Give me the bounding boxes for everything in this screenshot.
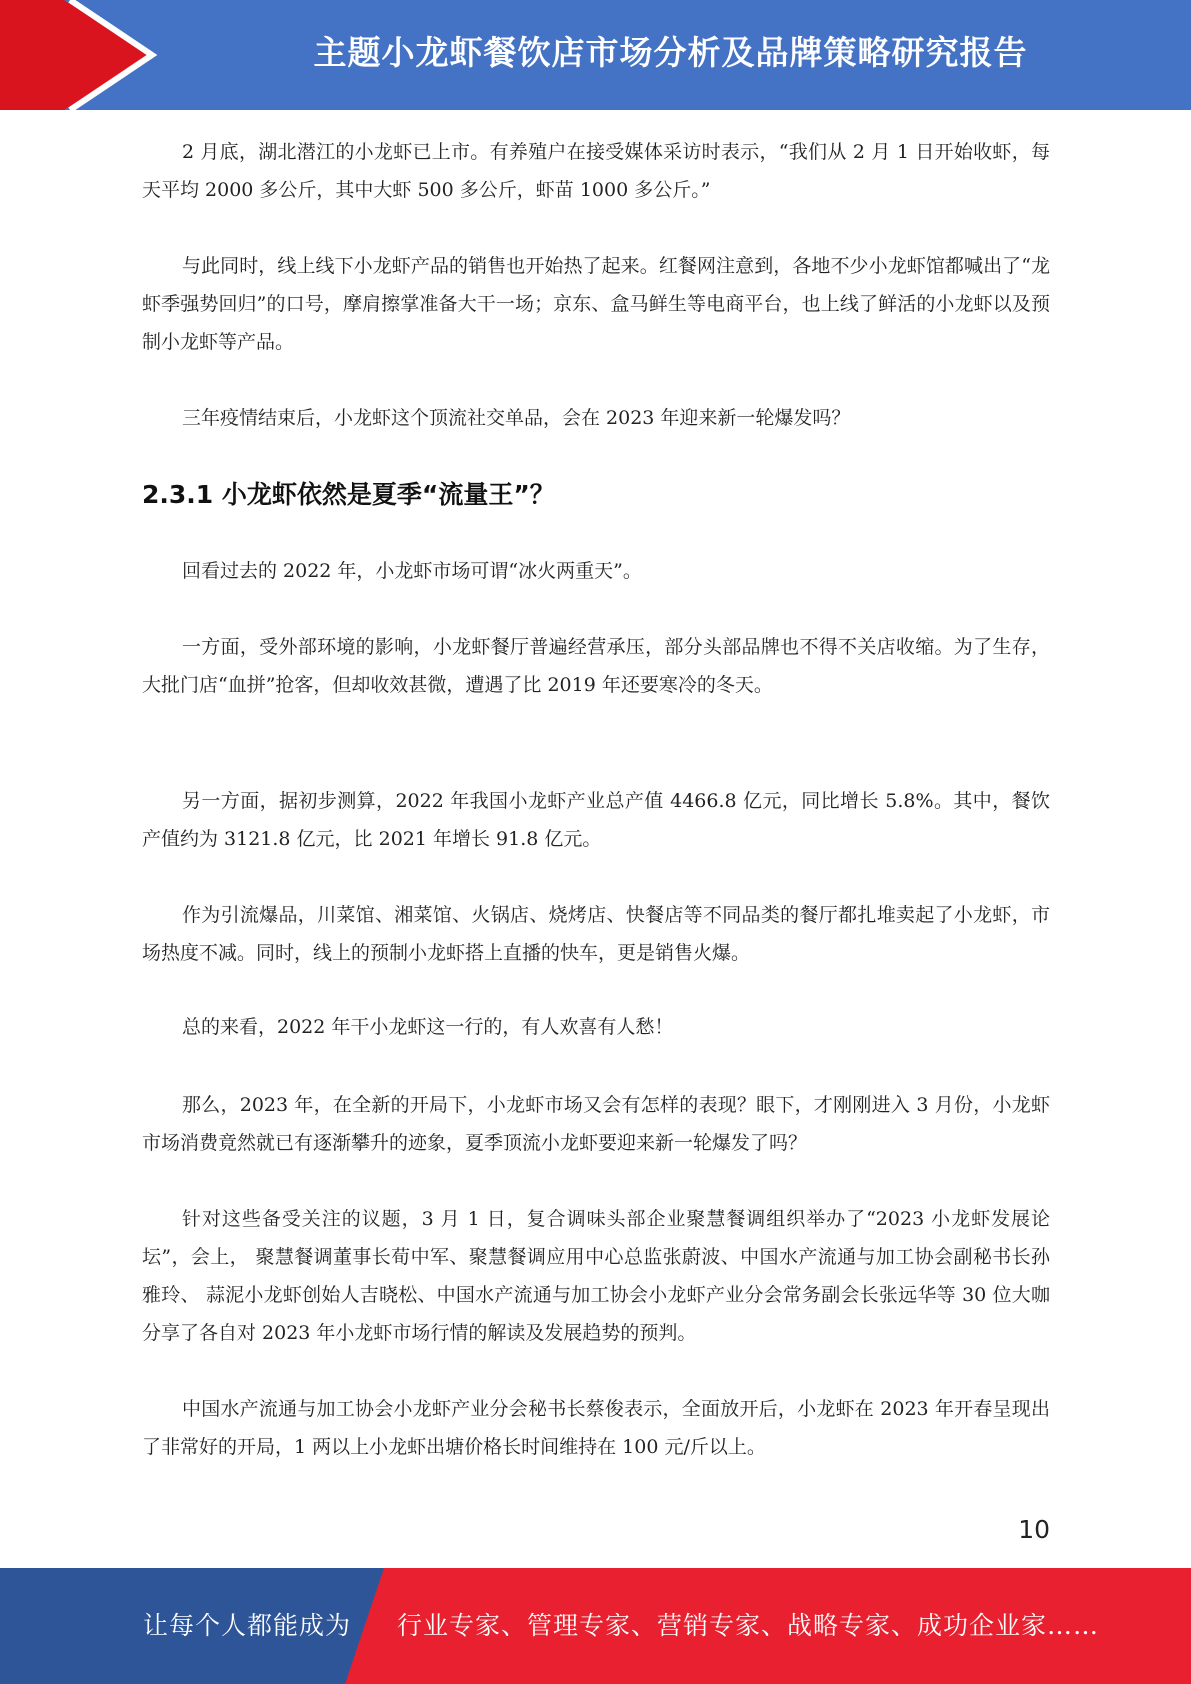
- paragraph: 另一方面，据初步测算，2022 年我国小龙虾产业总产值 4466.8 亿元，同比增长 5.8%。其中，餐饮产值约为 3121.8 亿元，比 2021 年增长 91.8 亿元。: [142, 790, 1050, 850]
- page-footer: [0, 1568, 1191, 1684]
- paragraph: 中国水产流通与加工协会小龙虾产业分会秘书长蔡俊表示，全面放开后，小龙虾在 2023 年开春呈现出了非常好的开局，1 两以上小龙虾出塘价格长时间维持在 100 元/斤以上。: [142, 1398, 1050, 1458]
- footer-slogan-right: 行业专家、管理专家、营销专家、战略专家、成功企业家……: [397, 1611, 1100, 1640]
- paragraph: 与此同时，线上线下小龙虾产品的销售也开始热了起来。红餐网注意到，各地不少小龙虾馆都喊出了“龙虾季强势回归”的口号，摩肩擦掌准备大干一场；京东、盒马鲜生等电商平台，也上线了鲜活的小龙虾以及预制小龙虾等产品。: [142, 255, 1050, 353]
- paragraph: 针对这些备受关注的议题，3 月 1 日，复合调味头部企业聚慧餐调组织举办了“2023 小龙虾发展论坛”，会上， 聚慧餐调董事长荀中军、聚慧餐调应用中心总监张蔚波、中国水产流通与加工协会副秘书长孙雅玲、 蒜泥小龙虾创始人吉晓松、中国水产流通与加工协会小龙虾产业分会常务副会长张远华等 30 位大咖分享了各自对 2023 年小龙虾市场行情的解读及发展趋势的预判。: [142, 1208, 1050, 1344]
- paragraph: 三年疫情结束后，小龙虾这个顶流社交单品，会在 2023 年迎来新一轮爆发吗？: [182, 407, 851, 429]
- footer-slogan-left: 让每个人都能成为: [143, 1611, 352, 1640]
- page-number: 10: [1018, 1515, 1050, 1544]
- paragraph: 那么，2023 年，在全新的开局下，小龙虾市场又会有怎样的表现？眼下，才刚刚进入 3 月份，小龙虾市场消费竟然就已有逐渐攀升的迹象，夏季顶流小龙虾要迎来新一轮爆发了吗？: [142, 1094, 1050, 1154]
- paragraph: 2 月底，湖北潜江的小龙虾已上市。有养殖户在接受媒体采访时表示，“我们从 2 月 1 日开始收虾，每天平均 2000 多公斤，其中大虾 500 多公斤，虾苗 1000 多公斤。”: [142, 141, 1050, 201]
- paragraph: 总的来看，2022 年干小龙虾这一行的，有人欢喜有人愁！: [182, 1016, 674, 1038]
- paragraph: 一方面，受外部环境的影响，小龙虾餐厅普遍经营承压，部分头部品牌也不得不关店收缩。为了生存，大批门店“血拼”抢客，但却收效甚微，遭遇了比 2019 年还要寒冷的冬天。: [142, 636, 1050, 696]
- report-title: 主题小龙虾餐饮店市场分析及品牌策略研究报告: [313, 33, 1028, 72]
- paragraph: 作为引流爆品，川菜馆、湘菜馆、火锅店、烧烤店、快餐店等不同品类的餐厅都扎堆卖起了小龙虾，市场热度不减。同时，线上的预制小龙虾搭上直播的快车，更是销售火爆。: [142, 904, 1050, 964]
- section-heading: 2.3.1 小龙虾依然是夏季“流量王”？: [142, 480, 555, 509]
- page-header: [0, 0, 1191, 110]
- paragraph: 回看过去的 2022 年，小龙虾市场可谓“冰火两重天”。: [182, 560, 642, 582]
